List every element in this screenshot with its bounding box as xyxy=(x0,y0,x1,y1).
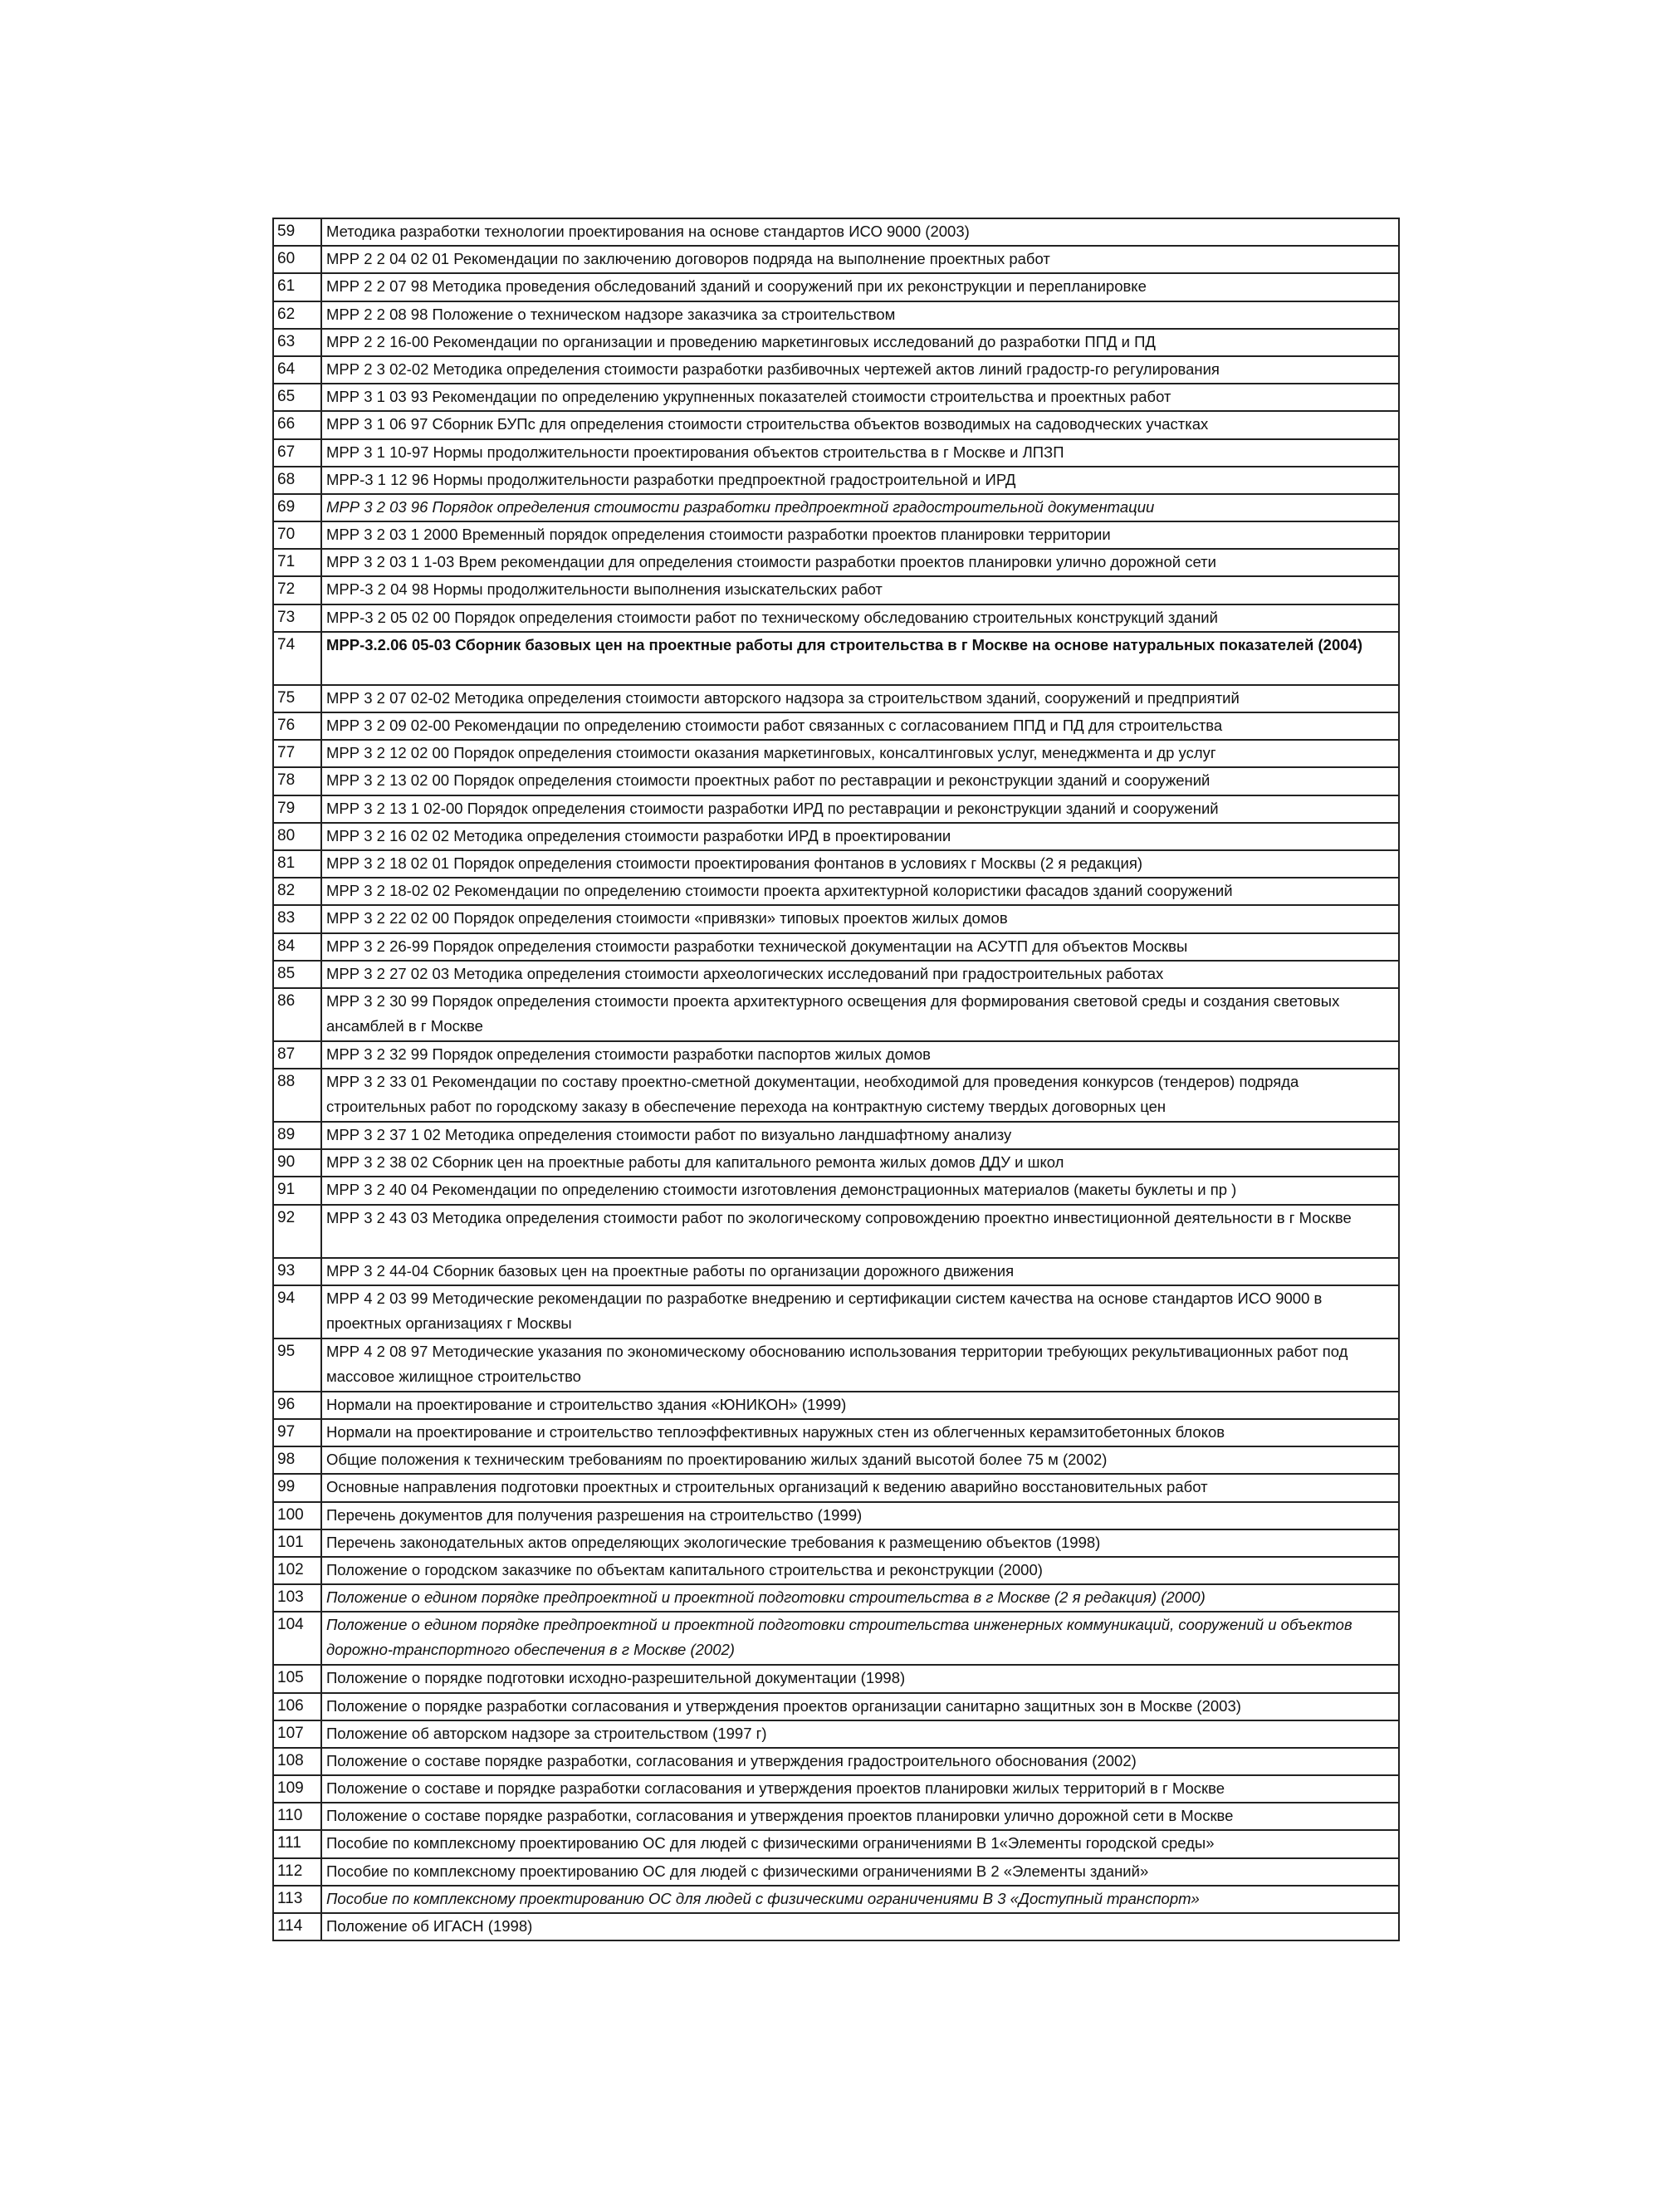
table-row xyxy=(274,1749,1398,1776)
row-text: МРР 3 2 07 02-02 Методика определения стоимости авторского надзора за строительством зданий, сооружений и предприятий xyxy=(326,688,1240,707)
row-text: МРР 3 2 40 04 Рекомендации по определению стоимости изготовления демонстрационных материалов (макеты буклеты и пр ) xyxy=(326,1181,1237,1199)
table-row xyxy=(274,989,1398,1042)
row-number: 104 xyxy=(274,1613,322,1664)
table-row xyxy=(274,1475,1398,1502)
table-row xyxy=(274,1042,1398,1069)
row-number: 59 xyxy=(274,219,322,245)
row-number: 101 xyxy=(274,1530,322,1556)
row-text: Нормали на проектирование и строительство теплоэффективных наружных стен из облегченных керамзитобетонных блоков xyxy=(326,1423,1225,1441)
table-row xyxy=(274,1150,1398,1177)
row-number: 84 xyxy=(274,934,322,960)
row-text: МРР 2 2 04 02 01 Рекомендации по заключению договоров подряда на выполнение проектных работ xyxy=(326,250,1050,268)
row-number: 60 xyxy=(274,247,322,272)
row-number: 79 xyxy=(274,796,322,822)
row-text: МРР 3 2 44-04 Сборник базовых цен на проектные работы по организации дорожного движения xyxy=(326,1261,1015,1280)
row-number: 63 xyxy=(274,330,322,355)
table-row xyxy=(274,824,1398,851)
row-text: МРР 3 2 16 02 02 Методика определения стоимости разработки ИРД в проектировании xyxy=(326,826,951,844)
table-row xyxy=(274,495,1398,522)
row-number: 90 xyxy=(274,1150,322,1176)
row-number: 114 xyxy=(274,1914,322,1940)
row-number: 99 xyxy=(274,1475,322,1500)
row-text: Положение о составе и порядке разработки согласования и утверждения проектов планировки жилых территорий в г Москве xyxy=(326,1779,1225,1798)
row-number: 74 xyxy=(274,633,322,684)
table-row xyxy=(274,1859,1398,1887)
table-row xyxy=(274,768,1398,795)
table-row xyxy=(274,550,1398,577)
row-text: МРР 3 2 43 03 Методика определения стоимости работ по экологическому сопровождению проектно инвестиционной деятельности в г Москве xyxy=(326,1208,1352,1226)
row-text: МРР 4 2 08 97 Методические указания по экономическому обоснованию использования территории требующих рекультивационных работ под массовое жилищное строительство xyxy=(326,1342,1348,1385)
row-text: МРР 2 2 08 98 Положение о техническом надзоре заказчика за строительством xyxy=(326,305,896,323)
table-row xyxy=(274,1558,1398,1585)
row-number: 98 xyxy=(274,1447,322,1473)
row-text: Положение о порядке разработки согласования и утверждения проектов организации санитарно защитных зон в Москве (2003) xyxy=(326,1696,1241,1715)
table-row xyxy=(274,1613,1398,1666)
row-number: 78 xyxy=(274,768,322,794)
row-number: 103 xyxy=(274,1585,322,1611)
table-row xyxy=(274,686,1398,713)
row-number: 64 xyxy=(274,357,322,383)
row-number: 91 xyxy=(274,1177,322,1203)
row-text: Нормали на проектирование и строительство здания «ЮНИКОН» (1999) xyxy=(326,1395,847,1413)
row-number: 100 xyxy=(274,1503,322,1529)
row-text: МРР 3 2 03 96 Порядок определения стоимости разработки предпроектной градостроительной документации xyxy=(326,497,1155,516)
table-row xyxy=(274,384,1398,412)
row-number: 110 xyxy=(274,1803,322,1829)
row-text: Перечень законодательных актов определяющих экологические требования к размещению объектов (1998) xyxy=(326,1533,1101,1551)
row-number: 61 xyxy=(274,274,322,300)
table-row xyxy=(274,1339,1398,1392)
row-text: МРР 3 2 18-02 02 Рекомендации по определению стоимости проекта архитектурной колористики фасадов зданий сооружений xyxy=(326,882,1233,900)
row-number: 93 xyxy=(274,1259,322,1285)
row-number: 68 xyxy=(274,467,322,493)
table-row xyxy=(274,467,1398,495)
row-text: МРР 3 2 09 02-00 Рекомендации по определению стоимости работ связанных с согласованием ППД и ПД для строительства xyxy=(326,717,1223,734)
table-row xyxy=(274,219,1398,247)
row-number: 67 xyxy=(274,440,322,466)
row-text: МРР 3 1 03 93 Рекомендации по определению укрупненных показателей стоимости строительства и проектных работ xyxy=(326,388,1171,406)
row-number: 108 xyxy=(274,1749,322,1774)
row-text: МРР 4 2 03 99 Методические рекомендации по разработке внедрению и сертификации систем качества на основе стандартов ИСО 9000 в проектных организациях г Москвы xyxy=(326,1289,1323,1332)
row-text: МРР 3 2 27 02 03 Методика определения стоимости археологических исследований при градостроительных работах xyxy=(326,964,1164,982)
table-row xyxy=(274,713,1398,741)
table-row xyxy=(274,1776,1398,1803)
row-number: 76 xyxy=(274,713,322,739)
row-text: Положение об авторском надзоре за строительством (1997 г) xyxy=(326,1724,767,1742)
row-number: 112 xyxy=(274,1859,322,1885)
table-row xyxy=(274,1887,1398,1914)
table-row xyxy=(274,357,1398,384)
row-text: МРР 3 2 38 02 Сборник цен на проектные работы для капитального ремонта жилых домов ДДУ и школ xyxy=(326,1153,1064,1172)
row-text: МРР 3 2 33 01 Рекомендации по составу проектно-сметной документации, необходимой для проведения конкурсов (тендеров) подряда строительных работ по городскому заказу в обеспечение перехода на контрактную систему твердых договорных цен xyxy=(326,1073,1299,1116)
table-row xyxy=(274,302,1398,330)
row-number: 75 xyxy=(274,686,322,712)
table-row xyxy=(274,741,1398,768)
row-number: 106 xyxy=(274,1694,322,1720)
table-row xyxy=(274,1803,1398,1831)
row-number: 113 xyxy=(274,1887,322,1912)
row-number: 95 xyxy=(274,1339,322,1391)
row-number: 80 xyxy=(274,824,322,849)
table-row xyxy=(274,934,1398,962)
row-number: 111 xyxy=(274,1831,322,1857)
row-number: 62 xyxy=(274,302,322,328)
row-text: МРР 2 2 07 98 Методика проведения обследований зданий и сооружений при их реконструкции и перепланировке xyxy=(326,277,1147,296)
row-text: Положение о едином порядке предпроектной и проектной подготовки строительства инженерных коммуникаций, сооружений и объектов дорожно-транспортного обеспечения в г Москве (2002) xyxy=(326,1616,1352,1659)
row-text: МРР 3 1 10-97 Нормы продолжительности проектирования объектов строительства в г Москве и ЛПЗП xyxy=(326,443,1064,461)
row-text: Пособие по комплексному проектированию ОС для людей с физическими ограничениями В 2 «Элементы зданий» xyxy=(326,1862,1149,1880)
table-row xyxy=(274,522,1398,550)
row-number: 109 xyxy=(274,1776,322,1802)
table-row xyxy=(274,412,1398,439)
table-row xyxy=(274,247,1398,274)
row-text: МРР-3.2.06 05-03 Сборник базовых цен на проектные работы для строительства в г Москве на основе натуральных показателей (2004) xyxy=(326,635,1362,653)
table-row xyxy=(274,1420,1398,1447)
row-text: Методика разработки технологии проектирования на основе стандартов ИСО 9000 (2003) xyxy=(326,223,970,240)
row-number: 73 xyxy=(274,605,322,631)
table-row xyxy=(274,1206,1398,1259)
row-number: 71 xyxy=(274,550,322,575)
table-row xyxy=(274,1259,1398,1286)
row-number: 86 xyxy=(274,989,322,1040)
table-row xyxy=(274,1721,1398,1749)
row-text: МРР 3 2 13 02 00 Порядок определения стоимости проектных работ по реставрации и реконструкции зданий и сооружений xyxy=(326,771,1210,790)
row-text: Положение о составе порядке разработки, согласования и утверждения проектов планировки улично дорожной сети в Москве xyxy=(326,1807,1234,1825)
row-number: 105 xyxy=(274,1666,322,1691)
row-number: 77 xyxy=(274,741,322,766)
row-number: 70 xyxy=(274,522,322,548)
row-number: 92 xyxy=(274,1206,322,1257)
table-row xyxy=(274,440,1398,467)
row-number: 94 xyxy=(274,1286,322,1338)
row-text: МРР 3 2 37 1 02 Методика определения стоимости работ по визуально ландшафтному анализу xyxy=(326,1126,1012,1144)
table-row xyxy=(274,633,1398,686)
row-text: МРР 3 2 22 02 00 Порядок определения стоимости «привязки» типовых проектов жилых домов xyxy=(326,909,1008,927)
table-row xyxy=(274,1666,1398,1693)
table-row xyxy=(274,962,1398,989)
row-text: МРР 3 2 12 02 00 Порядок определения стоимости оказания маркетинговых, консалтинговых услуг, менеджмента и др услуг xyxy=(326,744,1216,762)
row-text: МРР 3 2 03 1 2000 Временный порядок определения стоимости разработки проектов планировки территории xyxy=(326,526,1111,544)
table-row xyxy=(274,1914,1398,1941)
row-number: 85 xyxy=(274,962,322,987)
row-text: МРР 3 2 30 99 Порядок определения стоимости проекта архитектурного освещения для формирования световой среды и создания световых ансамблей в г Москве xyxy=(326,991,1340,1035)
row-text: Положение о составе порядке разработки, согласования и утверждения градостроительного обоснования (2002) xyxy=(326,1751,1137,1769)
table-row xyxy=(274,1447,1398,1475)
table-row xyxy=(274,1694,1398,1721)
row-number: 102 xyxy=(274,1558,322,1583)
row-number: 88 xyxy=(274,1069,322,1121)
table-row xyxy=(274,1123,1398,1150)
row-text: МРР 3 2 18 02 01 Порядок определения стоимости проектирования фонтанов в условиях г Москвы (2 я редакция) xyxy=(326,854,1142,872)
row-text: Пособие по комплексному проектированию ОС для людей с физическими ограничениями В 3 «Доступный транспорт» xyxy=(326,1889,1200,1907)
row-number: 96 xyxy=(274,1392,322,1418)
table-row xyxy=(274,1392,1398,1420)
row-text: МРР 3 2 32 99 Порядок определения стоимости разработки паспортов жилых домов xyxy=(326,1045,931,1063)
row-text: МРР 2 3 02-02 Методика определения стоимости разработки разбивочных чертежей актов линий градостр-го регулирования xyxy=(326,360,1220,378)
table-row xyxy=(274,796,1398,824)
table-row xyxy=(274,851,1398,878)
row-text: МРР-3 2 05 02 00 Порядок определения стоимости работ по техническому обследованию строительных конструкций зданий xyxy=(326,608,1218,626)
row-text: Положение о порядке подготовки исходно-разрешительной документации (1998) xyxy=(326,1669,906,1687)
table-row xyxy=(274,274,1398,301)
row-text: Основные направления подготовки проектных и строительных организаций к ведению аварийно восстановительных работ xyxy=(326,1478,1208,1496)
row-text: МРР 3 1 06 97 Сборник БУПс для определения стоимости строительства объектов возводимых на садоводческих участках xyxy=(326,415,1209,433)
table-row xyxy=(274,1286,1398,1339)
row-text: Перечень документов для получения разрешения на строительство (1999) xyxy=(326,1505,863,1524)
table-row xyxy=(274,330,1398,357)
row-text: Общие положения к техническим требованиям по проектированию жилых зданий высотой более 75 м (2002) xyxy=(326,1451,1108,1469)
row-text: МРР 2 2 16-00 Рекомендации по организации и проведению маркетинговых исследований до разработки ППД и ПД xyxy=(326,332,1156,350)
table-row xyxy=(274,1530,1398,1558)
table-row xyxy=(274,577,1398,604)
row-text: МРР 3 2 03 1 1-03 Врем рекомендации для определения стоимости разработки проектов планировки улично дорожной сети xyxy=(326,553,1216,571)
row-number: 89 xyxy=(274,1123,322,1148)
row-text: МРР 3 2 26-99 Порядок определения стоимости разработки технической документации на АСУТП для объектов Москвы xyxy=(326,937,1188,955)
row-text: МРР-3 2 04 98 Нормы продолжительности выполнения изыскательских работ xyxy=(326,580,883,599)
row-text: Положение о едином порядке предпроектной и проектной подготовки строительства в г Москве (2 я редакция) (2000) xyxy=(326,1588,1206,1607)
table-row xyxy=(274,1177,1398,1205)
table-row xyxy=(274,906,1398,933)
row-number: 107 xyxy=(274,1721,322,1747)
row-text: Пособие по комплексному проектированию ОС для людей с физическими ограничениями В 1«Элементы городской среды» xyxy=(326,1834,1215,1852)
row-text: Положение о городском заказчике по объектам капитального строительства и реконструкции (2000) xyxy=(326,1560,1043,1578)
row-number: 65 xyxy=(274,384,322,410)
row-number: 83 xyxy=(274,906,322,932)
row-number: 81 xyxy=(274,851,322,877)
document-table xyxy=(272,218,1400,1941)
row-number: 69 xyxy=(274,495,322,521)
table-row xyxy=(274,1585,1398,1613)
row-number: 66 xyxy=(274,412,322,438)
row-text: МРР-3 1 12 96 Нормы продолжительности разработки предпроектной градостроительной и ИРД xyxy=(326,470,1016,488)
table-row xyxy=(274,878,1398,906)
table-row xyxy=(274,605,1398,633)
row-text: Положение об ИГАСН (1998) xyxy=(326,1917,533,1935)
row-number: 72 xyxy=(274,577,322,603)
table-row xyxy=(274,1831,1398,1858)
row-text: МРР 3 2 13 1 02-00 Порядок определения стоимости разработки ИРД по реставрации и реконструкции зданий и сооружений xyxy=(326,799,1219,817)
row-number: 87 xyxy=(274,1042,322,1068)
row-number: 82 xyxy=(274,878,322,904)
row-number: 97 xyxy=(274,1420,322,1446)
table-row xyxy=(274,1503,1398,1530)
table-row xyxy=(274,1069,1398,1123)
